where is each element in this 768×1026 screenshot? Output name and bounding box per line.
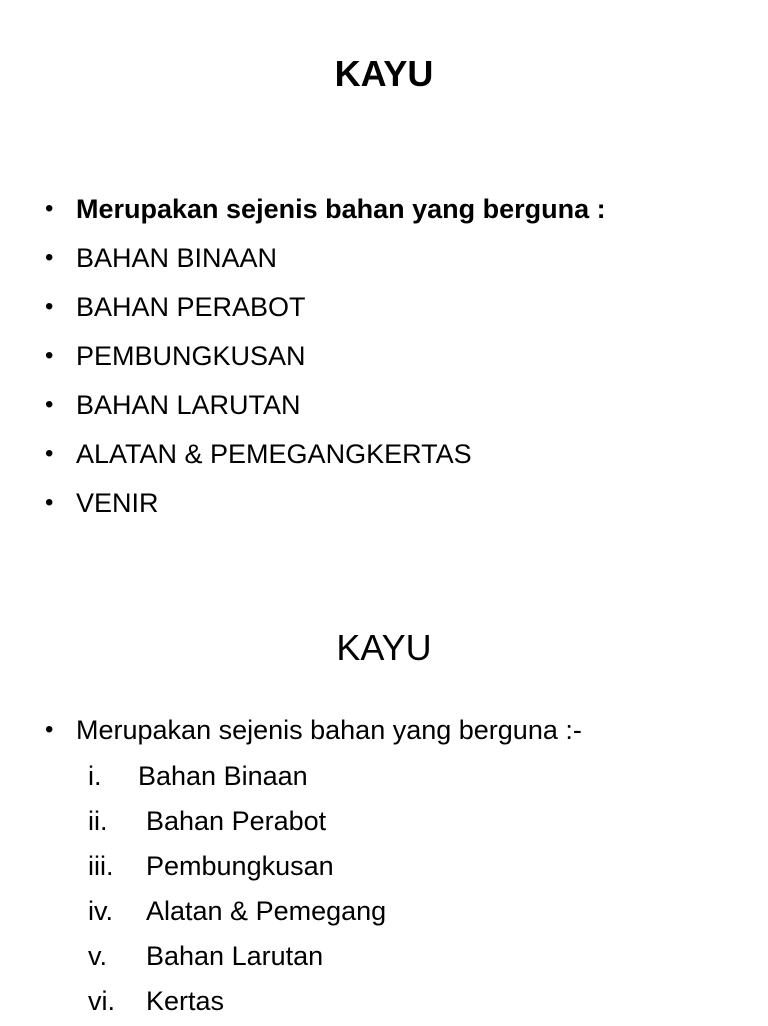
item-numeral: vi. xyxy=(88,986,115,1016)
item-text: Kertas xyxy=(146,986,225,1016)
bullet-icon: • xyxy=(45,293,54,320)
slide-2 xyxy=(0,560,768,1024)
bullet-item-text: Merupakan sejenis bahan yang berguna : xyxy=(76,194,606,224)
lead-bullet xyxy=(0,710,768,754)
item-text: Bahan Perabot xyxy=(146,806,327,836)
bullet-icon: • xyxy=(45,244,54,271)
bullet-icon: • xyxy=(45,489,54,516)
item-numeral: ii. xyxy=(88,806,108,836)
bullet-icon: • xyxy=(45,342,54,369)
item-text: Bahan Binaan xyxy=(138,761,308,791)
bullet-item-text: BAHAN PERABOT xyxy=(76,292,306,322)
slide-2-title: KAYU xyxy=(336,627,432,668)
bullet-icon: • xyxy=(45,716,54,743)
bullet-icon: • xyxy=(45,440,54,467)
lead-text: Merupakan sejenis bahan yang berguna :- xyxy=(76,715,582,745)
item-text: Bahan Larutan xyxy=(146,941,324,971)
item-numeral: iii. xyxy=(88,851,114,881)
bullet-item-text: BAHAN LARUTAN xyxy=(76,390,301,420)
bullet-item-text: ALATAN & PEMEGANGKERTAS xyxy=(76,439,472,469)
bullet-item-text: PEMBUNGKUSAN xyxy=(76,341,306,371)
bullet-item-text: BAHAN BINAAN xyxy=(76,243,278,273)
bullet-icon: • xyxy=(45,195,54,222)
bullet-item-text: VENIR xyxy=(76,488,159,518)
item-numeral: iv. xyxy=(88,896,113,926)
item-numeral: v. xyxy=(88,941,107,971)
item-numeral: i. xyxy=(88,761,102,791)
item-text: Pembungkusan xyxy=(146,851,334,881)
item-text: Alatan & Pemegang xyxy=(146,896,387,926)
slide-1-title: KAYU xyxy=(334,53,434,94)
bullet-icon: • xyxy=(45,391,54,418)
